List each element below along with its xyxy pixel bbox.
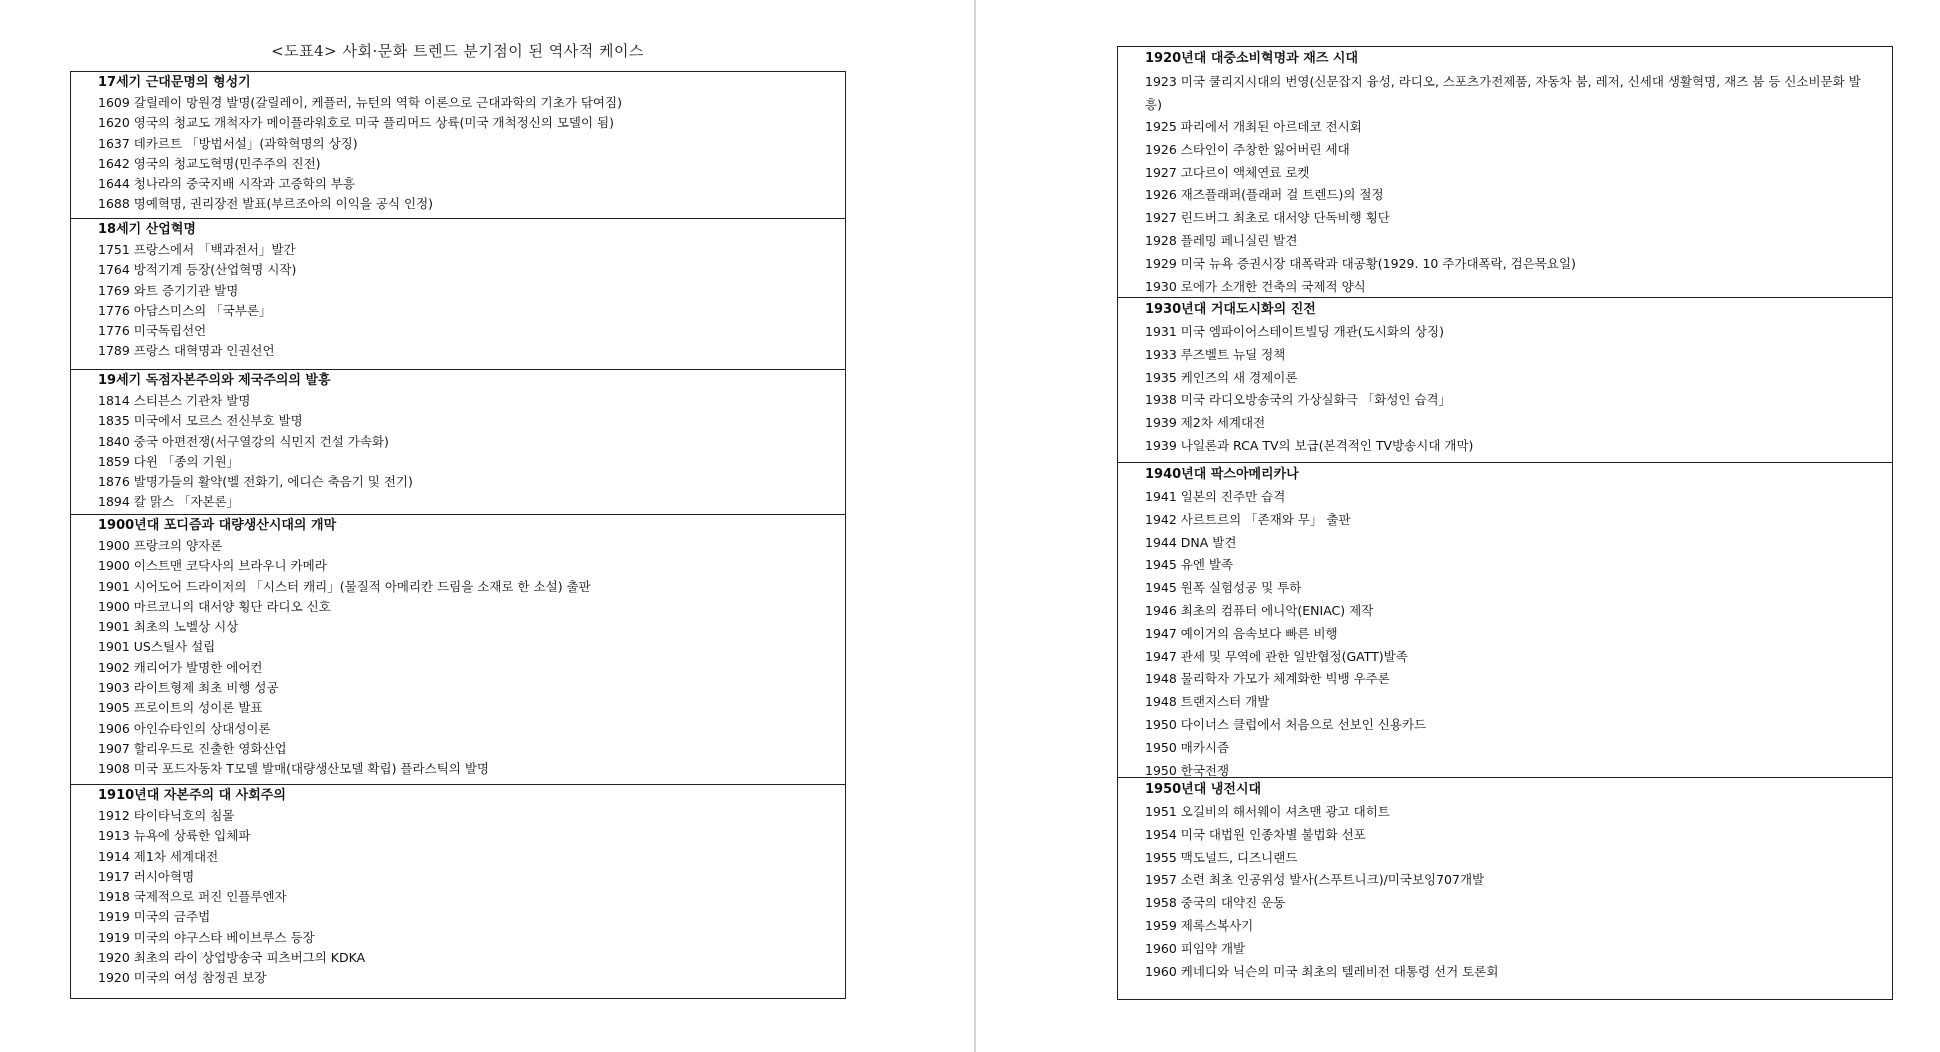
history-entry: 1948 트랜지스터 개발 bbox=[1145, 694, 1270, 710]
history-entry: 1814 스티븐스 기관차 발명 bbox=[98, 393, 251, 408]
history-entry: 1929 미국 뉴욕 증권시장 대폭락과 대공황(1929. 10 주가대폭락, 검은목요일) bbox=[1145, 255, 1576, 271]
history-entry: 1840 중국 아편전쟁(서구열강의 식민지 건설 가속화) bbox=[98, 433, 389, 449]
history-entry: 1954 미국 대법원 인종차별 불법화 선포 bbox=[1145, 826, 1366, 842]
history-entry: 1938 미국 라디오방송국의 가상실화극 「화성인 습격」 bbox=[1145, 392, 1452, 408]
history-entry: 1835 미국에서 모르스 전신부호 발명 bbox=[98, 413, 303, 429]
history-entry: 1894 칼 맑스 「자본론」 bbox=[98, 494, 240, 510]
history-entry: 1947 관세 및 무역에 관한 일반협정(GATT)발족 bbox=[1145, 648, 1408, 664]
history-section bbox=[1118, 777, 1892, 983]
history-entry: 1642 영국의 청교도혁명(민주주의 진전) bbox=[98, 155, 321, 171]
history-entry: 1947 예이거의 음속보다 빠른 비행 bbox=[1145, 625, 1338, 641]
history-entry: 1769 와트 증기기관 발명 bbox=[98, 282, 239, 298]
history-entry: 1609 갈릴레이 망원경 발명(갈릴레이, 케플러, 뉴턴의 역학 이론으로 근대과학의 기초가 닦여짐) bbox=[98, 95, 622, 110]
history-entry: 1930 로에가 소개한 건축의 국제적 양식 bbox=[1145, 278, 1366, 294]
history-section bbox=[1118, 462, 1892, 777]
history-entry: 1903 라이트형제 최초 비행 성공 bbox=[98, 680, 279, 696]
history-entry: 1920 최초의 라이 상업방송국 피츠버그의 KDKA bbox=[98, 950, 366, 966]
history-entry: 1920 미국의 여성 참정권 보장 bbox=[98, 970, 267, 986]
section-title: 1950년대 냉전시대 bbox=[1145, 782, 1262, 797]
history-entry: 1939 제2차 세계대전 bbox=[1145, 415, 1266, 431]
section-title: 1930년대 거대도시화의 진전 bbox=[1145, 302, 1316, 317]
history-entry: 1908 미국 포드자동차 T모델 발매(대량생산모델 확립) 플라스틱의 발명 bbox=[98, 761, 489, 777]
history-entry: 1933 루즈벨트 뉴딜 정책 bbox=[1145, 346, 1286, 362]
right-history-table bbox=[1117, 46, 1893, 1000]
history-entry: 1946 최초의 컴퓨터 에니악(ENIAC) 제작 bbox=[1145, 602, 1374, 618]
history-section bbox=[71, 72, 845, 218]
history-entry: 1776 미국독립선언 bbox=[98, 323, 207, 339]
history-entry: 1918 국제적으로 퍼진 인플루엔자 bbox=[98, 889, 287, 905]
history-entry: 1931 미국 엠파이어스테이트빌딩 개관(도시화의 상징) bbox=[1145, 324, 1444, 339]
history-entry: 1955 맥도널드, 디즈니랜드 bbox=[1145, 849, 1298, 865]
history-entry: 1919 미국의 금주법 bbox=[98, 909, 211, 925]
history-entry: 1907 할리우드로 진출한 영화산업 bbox=[98, 740, 287, 756]
history-entry: 1935 케인즈의 새 경제이론 bbox=[1145, 369, 1298, 385]
history-entry: 1959 제록스복사기 bbox=[1145, 917, 1254, 933]
section-title: 18세기 산업혁명 bbox=[98, 222, 196, 237]
history-entry: 1876 발명가들의 활약(벨 전화기, 에디슨 축음기 및 전기) bbox=[98, 474, 413, 490]
history-entry: 1900 마르코니의 대서양 횡단 라디오 신호 bbox=[98, 598, 331, 614]
history-entry: 1644 청나라의 중국지배 시작과 고증학의 부흥 bbox=[98, 176, 355, 192]
history-entry: 1942 사르트르의 「존재와 무」 출판 bbox=[1145, 511, 1351, 527]
history-entry: 1941 일본의 진주만 습격 bbox=[1145, 489, 1286, 504]
history-entry: 1900 이스트맨 코닥사의 브라우니 카메라 bbox=[98, 558, 327, 574]
history-entry: 1957 소련 최초 인공위성 발사(스푸트니크)/미국보잉707개발 bbox=[1145, 872, 1485, 888]
section-title: 1940년대 팍스아메리카나 bbox=[1145, 467, 1299, 482]
section-title: 1920년대 대중소비혁명과 재즈 시대 bbox=[1145, 51, 1359, 66]
history-entry: 1637 데카르트 「방법서설」(과학혁명의 상징) bbox=[98, 135, 358, 151]
history-entry: 1905 프로이트의 성이론 발표 bbox=[98, 700, 263, 716]
left-history-table bbox=[70, 71, 846, 999]
history-entry: 1906 아인슈타인의 상대성이론 bbox=[98, 720, 271, 736]
page-divider bbox=[974, 0, 976, 1052]
history-entry: 1776 아담스미스의 「국부론」 bbox=[98, 302, 272, 318]
history-entry: 1901 최초의 노벨상 시상 bbox=[98, 619, 239, 635]
history-section bbox=[71, 784, 845, 989]
history-entry: 1927 고다르이 액체연료 로켓 bbox=[1145, 164, 1310, 180]
history-entry: 1917 러시아혁명 bbox=[98, 868, 195, 884]
history-section bbox=[1118, 297, 1892, 462]
history-entry: 1939 나일론과 RCA TV의 보급(본격적인 TV방송시대 개막) bbox=[1145, 437, 1474, 453]
section-title: 1900년대 포디즘과 대량생산시대의 개막 bbox=[98, 518, 337, 533]
history-section bbox=[71, 514, 845, 784]
history-section bbox=[71, 218, 845, 369]
history-entry: 1945 원폭 실험성공 및 투하 bbox=[1145, 580, 1302, 596]
history-entry: 1951 오길비의 해서웨이 셔츠맨 광고 대히트 bbox=[1145, 804, 1390, 819]
section-title: 1910년대 자본주의 대 사회주의 bbox=[98, 788, 286, 803]
history-section bbox=[1118, 47, 1892, 297]
history-entry: 1948 물리학자 가모가 체계화한 빅뱅 우주론 bbox=[1145, 671, 1390, 687]
history-entry: 1960 피임약 개발 bbox=[1145, 940, 1246, 956]
history-entry: 1751 프랑스에서 「백과전서」발간 bbox=[98, 242, 296, 257]
history-entry: 1764 방적기계 등장(산업혁명 시작) bbox=[98, 262, 297, 278]
table-caption: <도표4> 사회·문화 트렌드 분기점이 된 역사적 케이스 bbox=[271, 42, 644, 60]
history-entry: 1688 명예혁명, 권리장전 발표(부르조아의 이익을 공식 인정) bbox=[98, 196, 434, 212]
history-entry: 1944 DNA 발견 bbox=[1145, 534, 1237, 550]
history-entry: 1901 시어도어 드라이저의 「시스터 캐리」(물질적 아메리칸 드림을 소재로 한 소설) 출판 bbox=[98, 578, 591, 594]
history-entry: 1960 케네디와 닉슨의 미국 최초의 텔레비전 대통령 선거 토론회 bbox=[1145, 963, 1499, 979]
history-section bbox=[71, 369, 845, 514]
history-entry: 1859 다윈 「종의 기원」 bbox=[98, 453, 240, 469]
history-entry: 1902 캐리어가 발명한 에어컨 bbox=[98, 659, 263, 675]
history-entry: 1789 프랑스 대혁명과 인권선언 bbox=[98, 343, 275, 359]
section-title: 19세기 독점자본주의와 제국주의의 발흥 bbox=[98, 373, 331, 388]
history-entry: 1950 한국전쟁 bbox=[1145, 762, 1230, 778]
section-title: 17세기 근대문명의 형성기 bbox=[98, 75, 251, 90]
history-entry: 1901 US스틸사 설립 bbox=[98, 639, 216, 655]
history-entry: 1923 미국 쿨리지시대의 번영(신문잡지 융성, 라디오, 스포츠가전제품, 자동차 붐, 레저, 신세대 생활혁명, 재즈 붐 등 신소비문화 발흥) bbox=[1145, 74, 1861, 112]
history-entry: 1620 영국의 청교도 개척자가 메이플라워호로 미국 플리머드 상륙(미국 개척정신의 모델이 됨) bbox=[98, 115, 615, 131]
history-entry: 1925 파리에서 개최된 아르데코 전시회 bbox=[1145, 119, 1362, 134]
history-entry: 1919 미국의 야구스타 베이브루스 등장 bbox=[98, 929, 315, 945]
history-entry: 1912 타이타닉호의 침몰 bbox=[98, 808, 235, 823]
history-entry: 1913 뉴욕에 상륙한 입체파 bbox=[98, 828, 251, 844]
history-entry: 1945 유엔 발족 bbox=[1145, 557, 1234, 573]
history-entry: 1928 플레밍 페니실린 발견 bbox=[1145, 232, 1298, 248]
history-entry: 1914 제1차 세계대전 bbox=[98, 848, 219, 864]
history-entry: 1950 다이너스 클럽에서 처음으로 선보인 신용카드 bbox=[1145, 716, 1427, 732]
history-entry: 1900 프랑크의 양자론 bbox=[98, 538, 223, 553]
history-entry: 1926 재즈플래퍼(플래퍼 걸 트렌드)의 절정 bbox=[1145, 187, 1384, 203]
history-entry: 1950 매카시즘 bbox=[1145, 739, 1230, 755]
history-entry: 1958 중국의 대약진 운동 bbox=[1145, 895, 1286, 911]
history-entry: 1927 린드버그 최초로 대서양 단독비행 횡단 bbox=[1145, 210, 1390, 226]
history-entry: 1926 스타인이 주창한 잃어버린 세대 bbox=[1145, 141, 1350, 157]
